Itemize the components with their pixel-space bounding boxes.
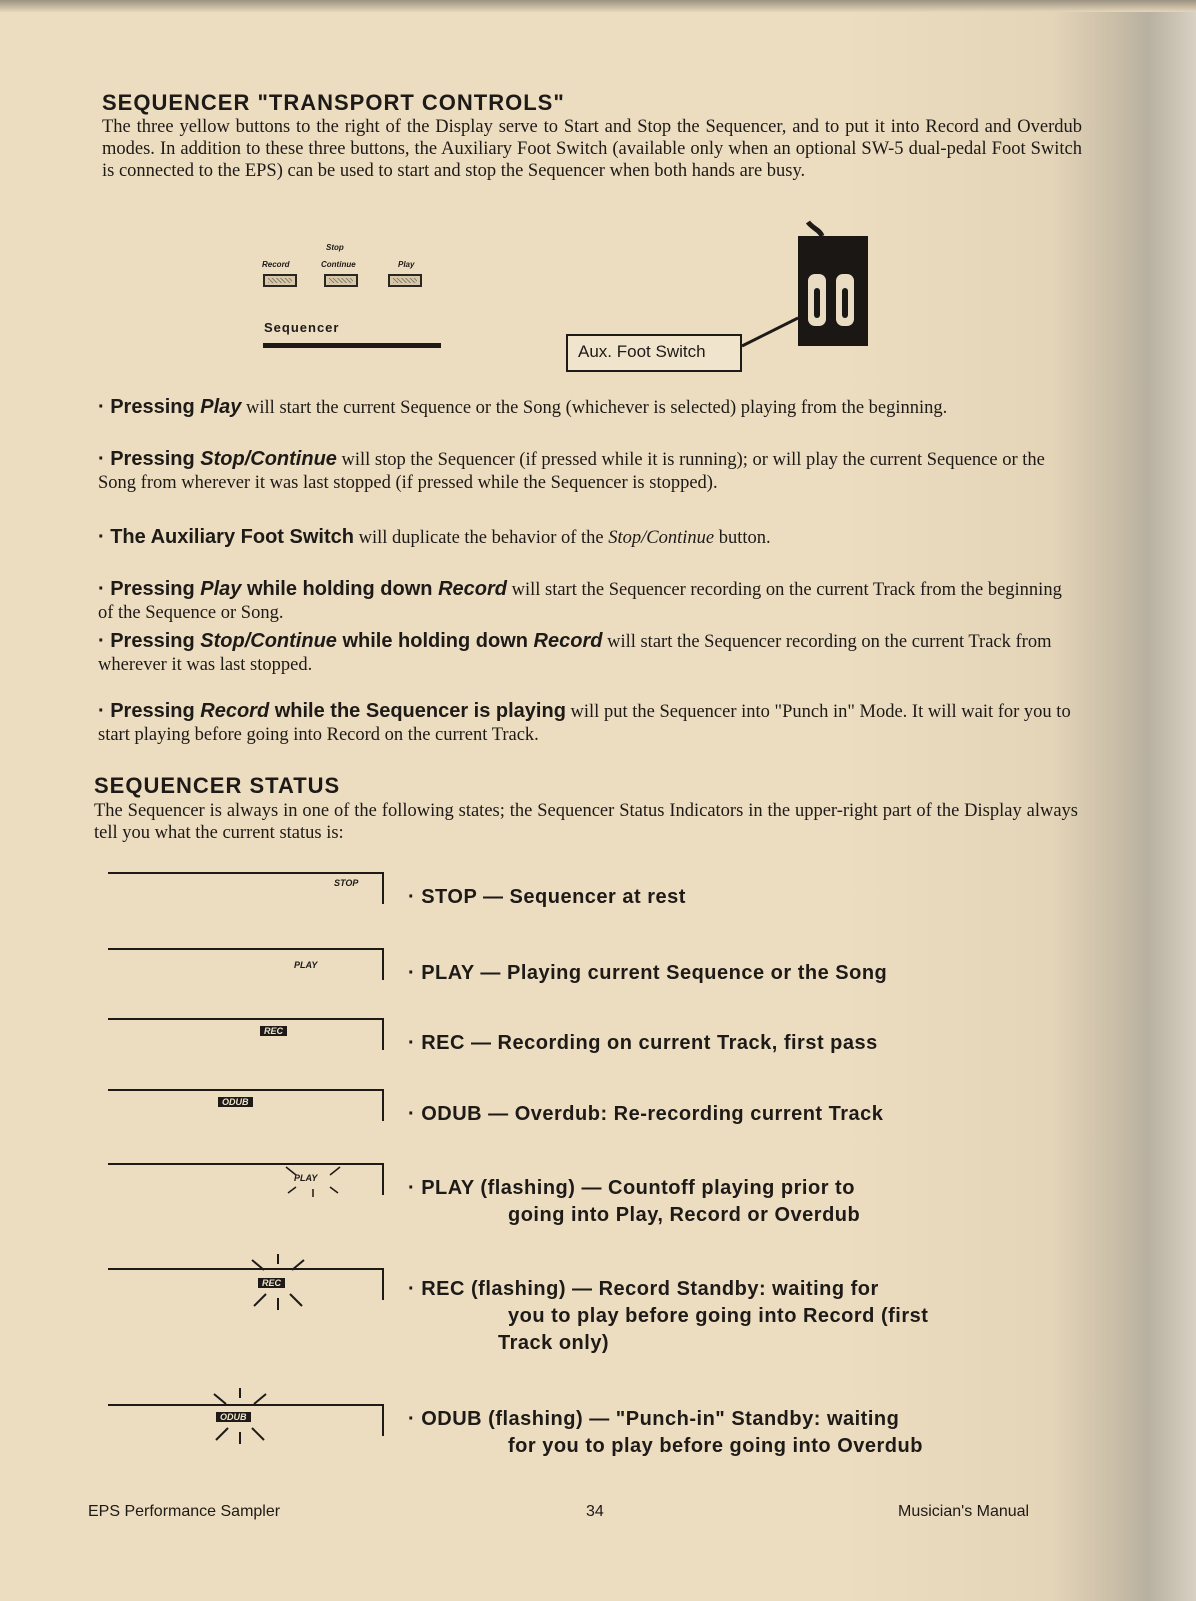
bullet-pr-play: Play [200, 578, 242, 600]
bullet-pi-lead: Pressing [110, 700, 201, 722]
play-button[interactable] [388, 274, 422, 287]
status-rec-line1: · REC — Recording on current Track, first pass [408, 1032, 878, 1054]
transport-heading: SEQUENCER "TRANSPORT CONTROLS" [102, 90, 565, 115]
status-odub-flashing-desc [408, 1406, 923, 1460]
bullet-punch-in: · Pressing Record while the Sequencer is playing will put the Sequencer into "Punch in" Mode. It will wait for you to start playing before going into Record on the current Track. [98, 700, 1071, 745]
status-heading: SEQUENCER STATUS [94, 773, 341, 798]
status-rec-indicator [108, 1018, 384, 1078]
aux-foot-switch-callout: Aux. Foot Switch [566, 334, 742, 372]
bullet-stop-continue: · Pressing Stop/Continue will stop the Sequencer (if pressed while it is running); or will play the current Sequence or the Song from wherever it was last stopped (if pressed while the Sequencer is stopped). [98, 448, 1045, 493]
footer-title: EPS Performance Sampler [88, 1503, 281, 1520]
bullet-play-lead: Pressing [110, 396, 201, 418]
bullet-pi-while: while the Sequencer is playing [269, 700, 566, 722]
status-rec-flashing-line2: you to play before going into Record (first [508, 1305, 929, 1327]
bullet-play-button: Play [200, 396, 242, 418]
status-play-line1: · PLAY — Playing current Sequence or the Song [408, 962, 888, 984]
bullet-stop-text: will stop the Sequencer (if pressed while it is running); or will play the current Sequence or the Song from wherever it was last stopped (if pressed while the Sequencer is stopped). [98, 450, 1045, 493]
status-intro: The Sequencer is always in one of the following states; the Sequencer Status Indicators in the upper-right part of the Display always tell you what the current status is: [94, 801, 1078, 843]
record-button-label: Record [262, 260, 290, 269]
bullet-pi-record: Record [200, 700, 270, 722]
record-button[interactable] [263, 274, 297, 287]
page-top-shadow [0, 0, 1196, 12]
bullet-sr-record: Record [533, 630, 603, 652]
bullet-aux-text: will duplicate the behavior of the [353, 528, 609, 548]
rec-indicator-label: REC [260, 1026, 287, 1036]
bullet-sr-lead: Pressing [110, 630, 201, 652]
status-play-desc [408, 960, 887, 987]
rec-flashing-indicator-label: REC [258, 1278, 285, 1288]
bullet-play-text: will start the current Sequence or the Song (whichever is selected) playing from the beginning. [241, 398, 948, 418]
bullet-play-record: · Pressing Play while holding down Record will start the Sequencer recording on the current Track from the beginning of the Sequence or Song. [98, 578, 1062, 623]
stop-indicator-label: STOP [334, 878, 359, 888]
play-indicator-label: PLAY [294, 960, 318, 970]
status-stop-indicator [108, 872, 384, 932]
bullet-sr-stop: Stop/Continue [200, 630, 337, 652]
bullet-stop-button: Stop/Continue [200, 448, 337, 470]
status-odub-flashing-indicator [108, 1404, 384, 1464]
bullet-stop-record: · Pressing Stop/Continue while holding down Record will start the Sequencer recording on the current Track from wherever it was last stopped. [98, 630, 1052, 675]
footer-manual: Musician's Manual [898, 1503, 1030, 1520]
status-stop-desc [408, 884, 686, 911]
status-odub-indicator [108, 1089, 384, 1149]
bullet-pr-holding: while holding down [241, 578, 439, 600]
page-number: 34 [586, 1503, 604, 1520]
bullet-aux-button: Stop/Continue [608, 528, 715, 548]
status-rec-desc [408, 1030, 878, 1057]
stop-continue-button[interactable] [324, 274, 358, 287]
sequencer-section-label: Sequencer [264, 320, 340, 335]
bullet-sr-holding: while holding down [336, 630, 534, 652]
play-button-label: Play [398, 260, 415, 269]
bullet-pr-text: will start the Sequencer recording on the current Track from the beginning of the Sequence or Song. [98, 580, 1062, 623]
bullet-stop-lead: Pressing [110, 448, 201, 470]
bullet-pi-text: will put the Sequencer into "Punch in" Mode. It will wait for you to start playing before going into Record on the current Track. [98, 702, 1071, 745]
status-play-flashing-line2: going into Play, Record or Overdub [508, 1204, 861, 1226]
status-play-indicator [108, 948, 384, 1008]
status-odub-flashing-line2: for you to play before going into Overdub [508, 1435, 923, 1457]
status-odub-desc [408, 1101, 883, 1128]
odub-flashing-indicator-label: ODUB [216, 1412, 251, 1422]
status-rec-flashing-line3: Track only) [498, 1332, 610, 1354]
bullet-play: · Pressing Play will start the current Sequence or the Song (whichever is selected) playing from the beginning. [98, 396, 948, 418]
bullet-aux-foot-switch: · The Auxiliary Foot Switch will duplicate the behavior of the Stop/Continue button. [98, 526, 771, 548]
status-odub-line1: · ODUB — Overdub: Re-recording current Track [408, 1103, 884, 1125]
status-rec-flashing-line1: · REC (flashing) — Record Standby: waiting for [408, 1278, 879, 1300]
foot-switch-icon [740, 218, 880, 348]
status-rec-flashing-desc [408, 1276, 928, 1357]
bullet-pr-record: Record [438, 578, 507, 600]
transport-intro: The three yellow buttons to the right of the Display serve to Start and Stop the Sequencer, and to put it into Record and Overdub modes. In addition to these three buttons, the Auxiliary Foot Switch (available only when an optional SW-5 dual-pedal Foot Switch is connected to the EPS) can be used to start and stop the Sequencer when both hands are busy. [102, 117, 1082, 181]
sequencer-section-bar [263, 343, 441, 348]
status-rec-flashing-indicator [108, 1268, 384, 1328]
status-stop-line1: · STOP — Sequencer at rest [408, 886, 686, 908]
bullet-pr-lead: Pressing [110, 578, 201, 600]
status-play-flashing-line1: · PLAY (flashing) — Countoff playing prior to [408, 1177, 855, 1199]
status-play-flashing-desc [408, 1175, 860, 1229]
status-play-flashing-indicator [108, 1163, 384, 1223]
bullet-aux-text-end: button. [714, 528, 771, 548]
stop-button-label-bottom: Continue [321, 260, 356, 269]
bullet-sr-text: will start the Sequencer recording on the current Track from wherever it was last stopped. [98, 632, 1052, 675]
status-odub-flashing-line1: · ODUB (flashing) — "Punch-in" Standby: waiting [408, 1408, 900, 1430]
odub-indicator-label: ODUB [218, 1097, 253, 1107]
stop-button-label-top: Stop [326, 243, 344, 252]
play-flashing-indicator-label: PLAY [294, 1173, 318, 1183]
bullet-aux-lead: The Auxiliary Foot Switch [110, 526, 354, 548]
